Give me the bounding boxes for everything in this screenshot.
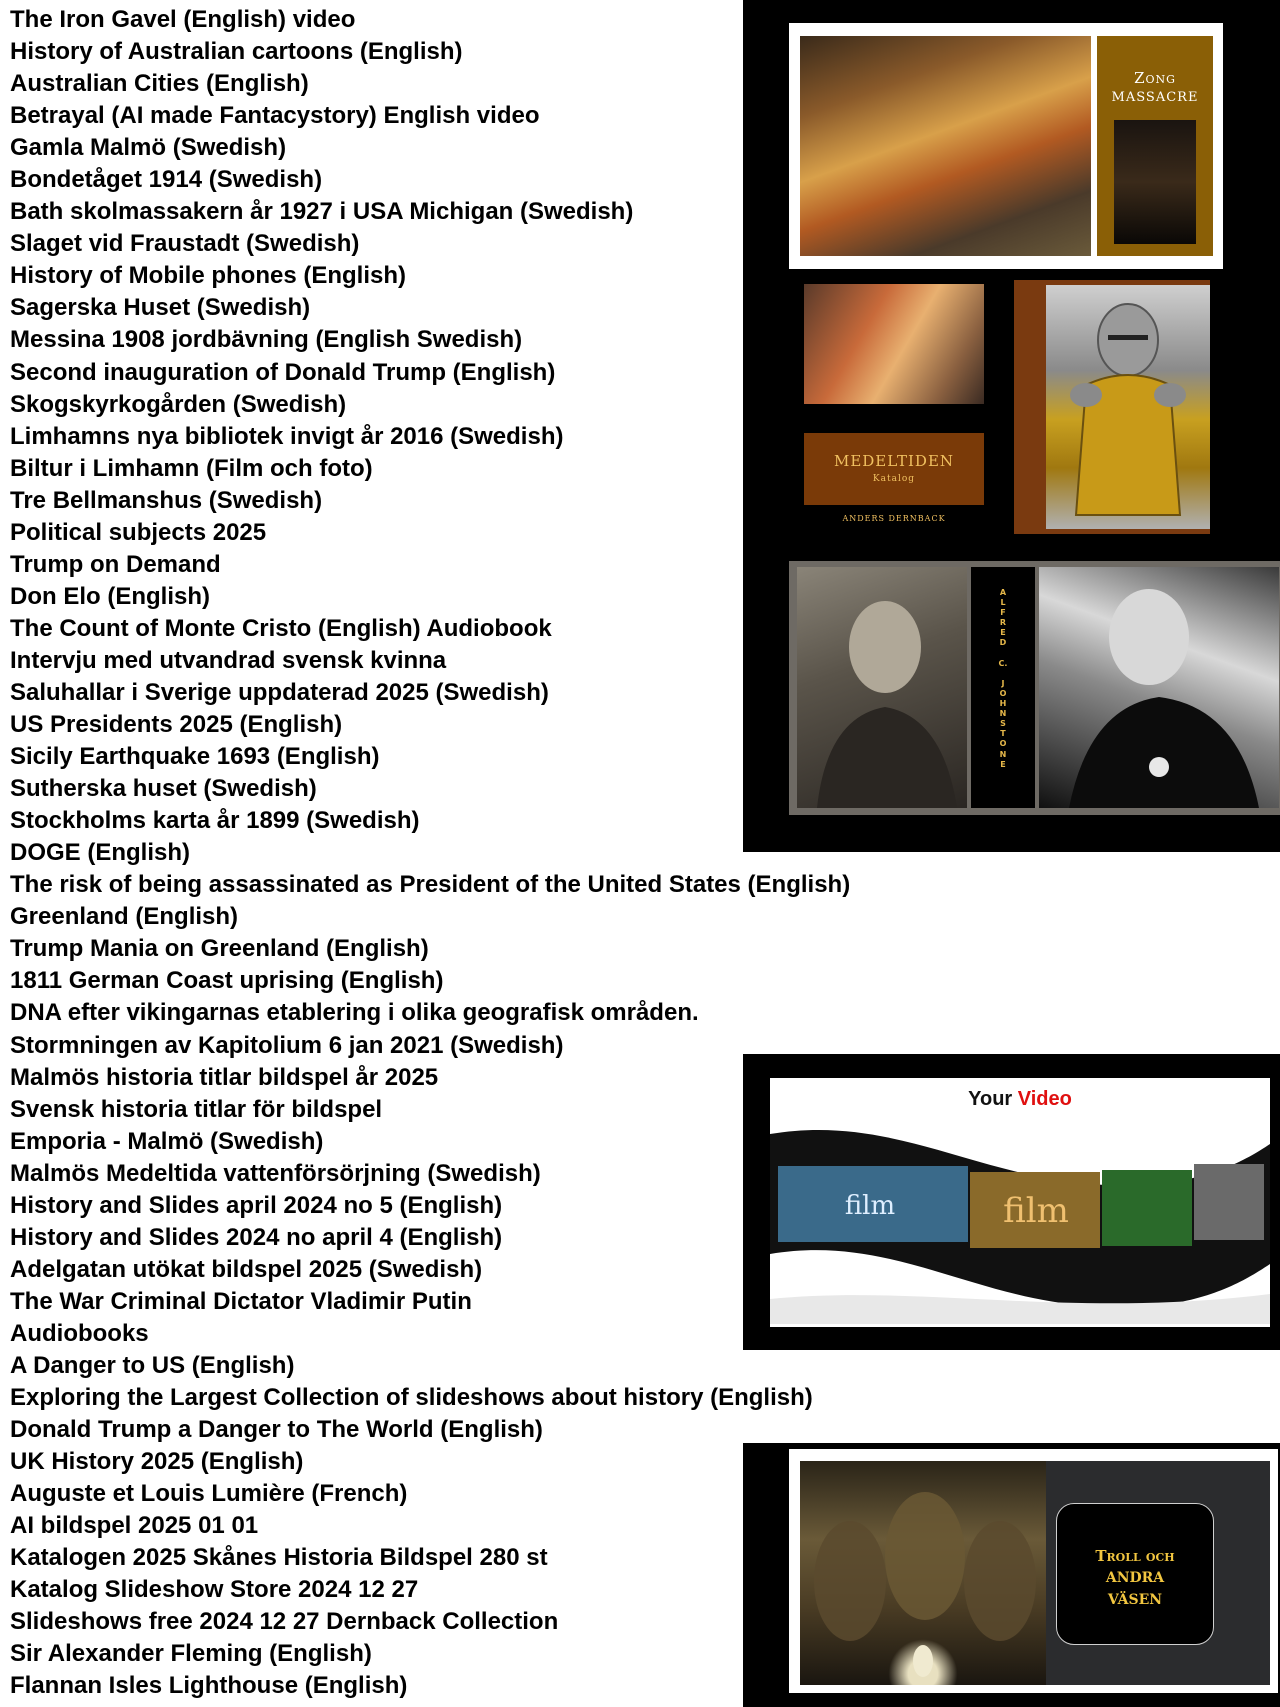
medeltiden-subtitle: Katalog — [872, 474, 916, 484]
slave-ship-painting[interactable] — [800, 36, 1091, 256]
slideshow-link[interactable]: Flannan Isles Lighthouse (English) — [10, 1672, 408, 1700]
slideshow-link[interactable]: Stockholms karta år 1899 (Swedish) — [10, 807, 420, 835]
slideshow-link[interactable]: Skogskyrkogården (Swedish) — [10, 390, 347, 418]
slideshow-link[interactable]: UK History 2025 (English) — [10, 1448, 304, 1476]
your-video-panel — [743, 1054, 1280, 1350]
alfred-letter — [971, 649, 1035, 659]
slideshow-link[interactable]: Malmös historia titlar bildspel år 2025 — [10, 1063, 439, 1091]
slideshow-link[interactable]: Auguste et Louis Lumière (French) — [10, 1480, 408, 1508]
medeltiden-title: MEDELTIDEN — [833, 452, 955, 470]
alfred-letter: N — [999, 709, 1007, 719]
slideshow-link[interactable]: AI bildspel 2025 01 01 — [10, 1512, 259, 1540]
slideshow-link[interactable]: History of Australian cartoons (English) — [10, 38, 463, 66]
slideshow-link[interactable]: Katalogen 2025 Skånes Historia Bildspel 280 st — [10, 1544, 548, 1572]
film-strip-graphic — [770, 1114, 1270, 1324]
zong-title-line2: MASSACRE — [1111, 90, 1199, 105]
slideshow-link[interactable]: US Presidents 2025 (English) — [10, 711, 343, 739]
alfred-letter: L — [1000, 598, 1006, 608]
alfred-letter: E — [1000, 628, 1006, 638]
slideshow-link[interactable]: The Count of Monte Cristo (English) Audiobook — [10, 614, 552, 642]
your-video-title — [770, 1088, 1270, 1111]
slideshow-link[interactable]: Tre Bellmanshus (Swedish) — [10, 486, 323, 514]
slideshow-link[interactable]: Sir Alexander Fleming (English) — [10, 1640, 372, 1668]
slideshow-link[interactable]: Limhamns nya bibliotek invigt år 2016 (Swedish) — [10, 422, 564, 450]
slideshow-link[interactable]: Don Elo (English) — [10, 582, 210, 610]
slideshow-link[interactable]: Stormningen av Kapitolium 6 jan 2021 (Swedish) — [10, 1031, 564, 1059]
slideshow-link[interactable]: Donald Trump a Danger to The World (English) — [10, 1416, 543, 1444]
slideshow-link[interactable]: Political subjects 2025 — [10, 518, 267, 546]
slideshow-link[interactable]: Biltur i Limhamn (Film och foto) — [10, 454, 373, 482]
troll-painting[interactable] — [800, 1461, 1046, 1685]
film-word-1: film — [844, 1191, 896, 1221]
alfred-letter: N — [999, 749, 1007, 759]
slideshow-link[interactable]: Emporia - Malmö (Swedish) — [10, 1127, 324, 1155]
slideshow-link[interactable]: Australian Cities (English) — [10, 70, 309, 98]
slideshow-link[interactable]: Katalog Slideshow Store 2024 12 27 — [10, 1576, 419, 1604]
alfred-letter: E — [1000, 759, 1006, 769]
slideshow-link[interactable]: Sicily Earthquake 1693 (English) — [10, 743, 380, 771]
slideshow-link[interactable]: Trump on Demand — [10, 550, 221, 578]
slideshow-link[interactable]: Greenland (English) — [10, 903, 239, 931]
alfred-letter — [971, 669, 1035, 679]
slideshow-link-list — [10, 4, 850, 1702]
slideshow-link[interactable]: Malmös Medeltida vattenförsörjning (Swedish) — [10, 1159, 541, 1187]
film-word-2: film — [1003, 1191, 1069, 1231]
woman-silhouette — [1039, 567, 1279, 808]
slideshow-link[interactable]: History and Slides april 2024 no 5 (English) — [10, 1191, 503, 1219]
slideshow-link[interactable]: Bath skolmassakern år 1927 i USA Michigan (Swedish) — [10, 198, 634, 226]
troll-panel — [743, 1443, 1280, 1707]
slideshow-link[interactable]: Second inauguration of Donald Trump (English) — [10, 358, 556, 386]
alfred-letter: H — [999, 699, 1007, 709]
slideshow-link[interactable]: DNA efter vikingarnas etablering i olika geografisk områden. — [10, 999, 699, 1027]
woman-bw-portrait-photo[interactable] — [1039, 567, 1279, 808]
troll-title-line1: Troll och — [1095, 1547, 1175, 1565]
slideshow-link[interactable]: The risk of being assassinated as President of the United States (English) — [10, 871, 851, 899]
alfred-letter: A — [999, 588, 1007, 597]
slideshow-link[interactable]: Bondetåget 1914 (Swedish) — [10, 166, 323, 194]
knight-armor-photo[interactable] — [1046, 285, 1210, 529]
slideshow-link[interactable]: Slaget vid Fraustadt (Swedish) — [10, 230, 360, 258]
zong-title-line1: Zong — [1134, 69, 1176, 87]
alfred-letter: O — [999, 688, 1007, 698]
slideshow-link[interactable]: Messina 1908 jordbävning (English Swedish) — [10, 326, 523, 354]
alfred-letter: J — [1001, 678, 1005, 688]
knight-silhouette — [1046, 285, 1210, 529]
alfred-letter: C. — [998, 658, 1008, 668]
man-silhouette — [797, 567, 967, 808]
slideshow-link[interactable]: Svensk historia titlar för bildspel — [10, 1095, 383, 1123]
slideshow-link[interactable]: DOGE (English) — [10, 839, 190, 867]
alfred-letter: R — [999, 618, 1007, 628]
slideshow-link[interactable]: Sagerska Huset (Swedish) — [10, 294, 311, 322]
slideshow-link[interactable]: Sutherska huset (Swedish) — [10, 775, 317, 803]
troll-title-line3: VÄSEN — [1107, 1592, 1163, 1608]
your-video-title-part2: Video — [1017, 1088, 1072, 1110]
slideshow-link[interactable]: Trump Mania on Greenland (English) — [10, 935, 429, 963]
alfred-johnstone-vertical-text — [971, 588, 1035, 770]
slideshow-link[interactable]: History and Slides 2024 no april 4 (English) — [10, 1223, 503, 1251]
troll-figures — [800, 1461, 1046, 1685]
alfred-letter: O — [999, 739, 1007, 749]
your-video-title-part1: Your — [968, 1088, 1018, 1110]
slideshow-link[interactable]: Audiobooks — [10, 1319, 149, 1347]
slideshow-link[interactable]: The War Criminal Dictator Vladimir Putin — [10, 1287, 472, 1315]
slideshow-link[interactable]: Exploring the Largest Collection of slideshows about history (English) — [10, 1384, 813, 1412]
image-collage-panel — [743, 0, 1280, 852]
alfred-letter: T — [1000, 729, 1006, 739]
alfred-letter: F — [1000, 608, 1006, 618]
troll-title-line2: ANDRA — [1105, 1570, 1165, 1586]
slideshow-link[interactable]: A Danger to US (English) — [10, 1351, 295, 1379]
alfred-letter: D — [999, 638, 1007, 648]
slideshow-link[interactable]: Betrayal (AI made Fantacystory) English video — [10, 102, 540, 130]
slideshow-link[interactable]: Gamla Malmö (Swedish) — [10, 134, 287, 162]
slideshow-link[interactable]: History of Mobile phones (English) — [10, 262, 406, 290]
alfred-letter: S — [1000, 719, 1006, 729]
slideshow-link[interactable]: Slideshows free 2024 12 27 Dernback Collection — [10, 1608, 559, 1636]
slideshow-link[interactable]: Intervju med utvandrad svensk kvinna — [10, 646, 447, 674]
medeltiden-author: ANDERS DERNBACK — [842, 514, 946, 523]
man-portrait-photo[interactable] — [797, 567, 967, 808]
zong-massacre-title — [1097, 68, 1213, 108]
slideshow-link[interactable]: 1811 German Coast uprising (English) — [10, 967, 444, 995]
troll-cover-title — [1056, 1545, 1214, 1611]
slideshow-link[interactable]: The Iron Gavel (English) video — [10, 6, 356, 33]
slideshow-link[interactable]: Adelgatan utökat bildspel 2025 (Swedish) — [10, 1255, 483, 1283]
zong-figure-photo — [1114, 120, 1196, 244]
woman-headscarf-photo[interactable] — [804, 284, 984, 404]
slideshow-link[interactable]: Saluhallar i Sverige uppdaterad 2025 (Swedish) — [10, 678, 549, 706]
